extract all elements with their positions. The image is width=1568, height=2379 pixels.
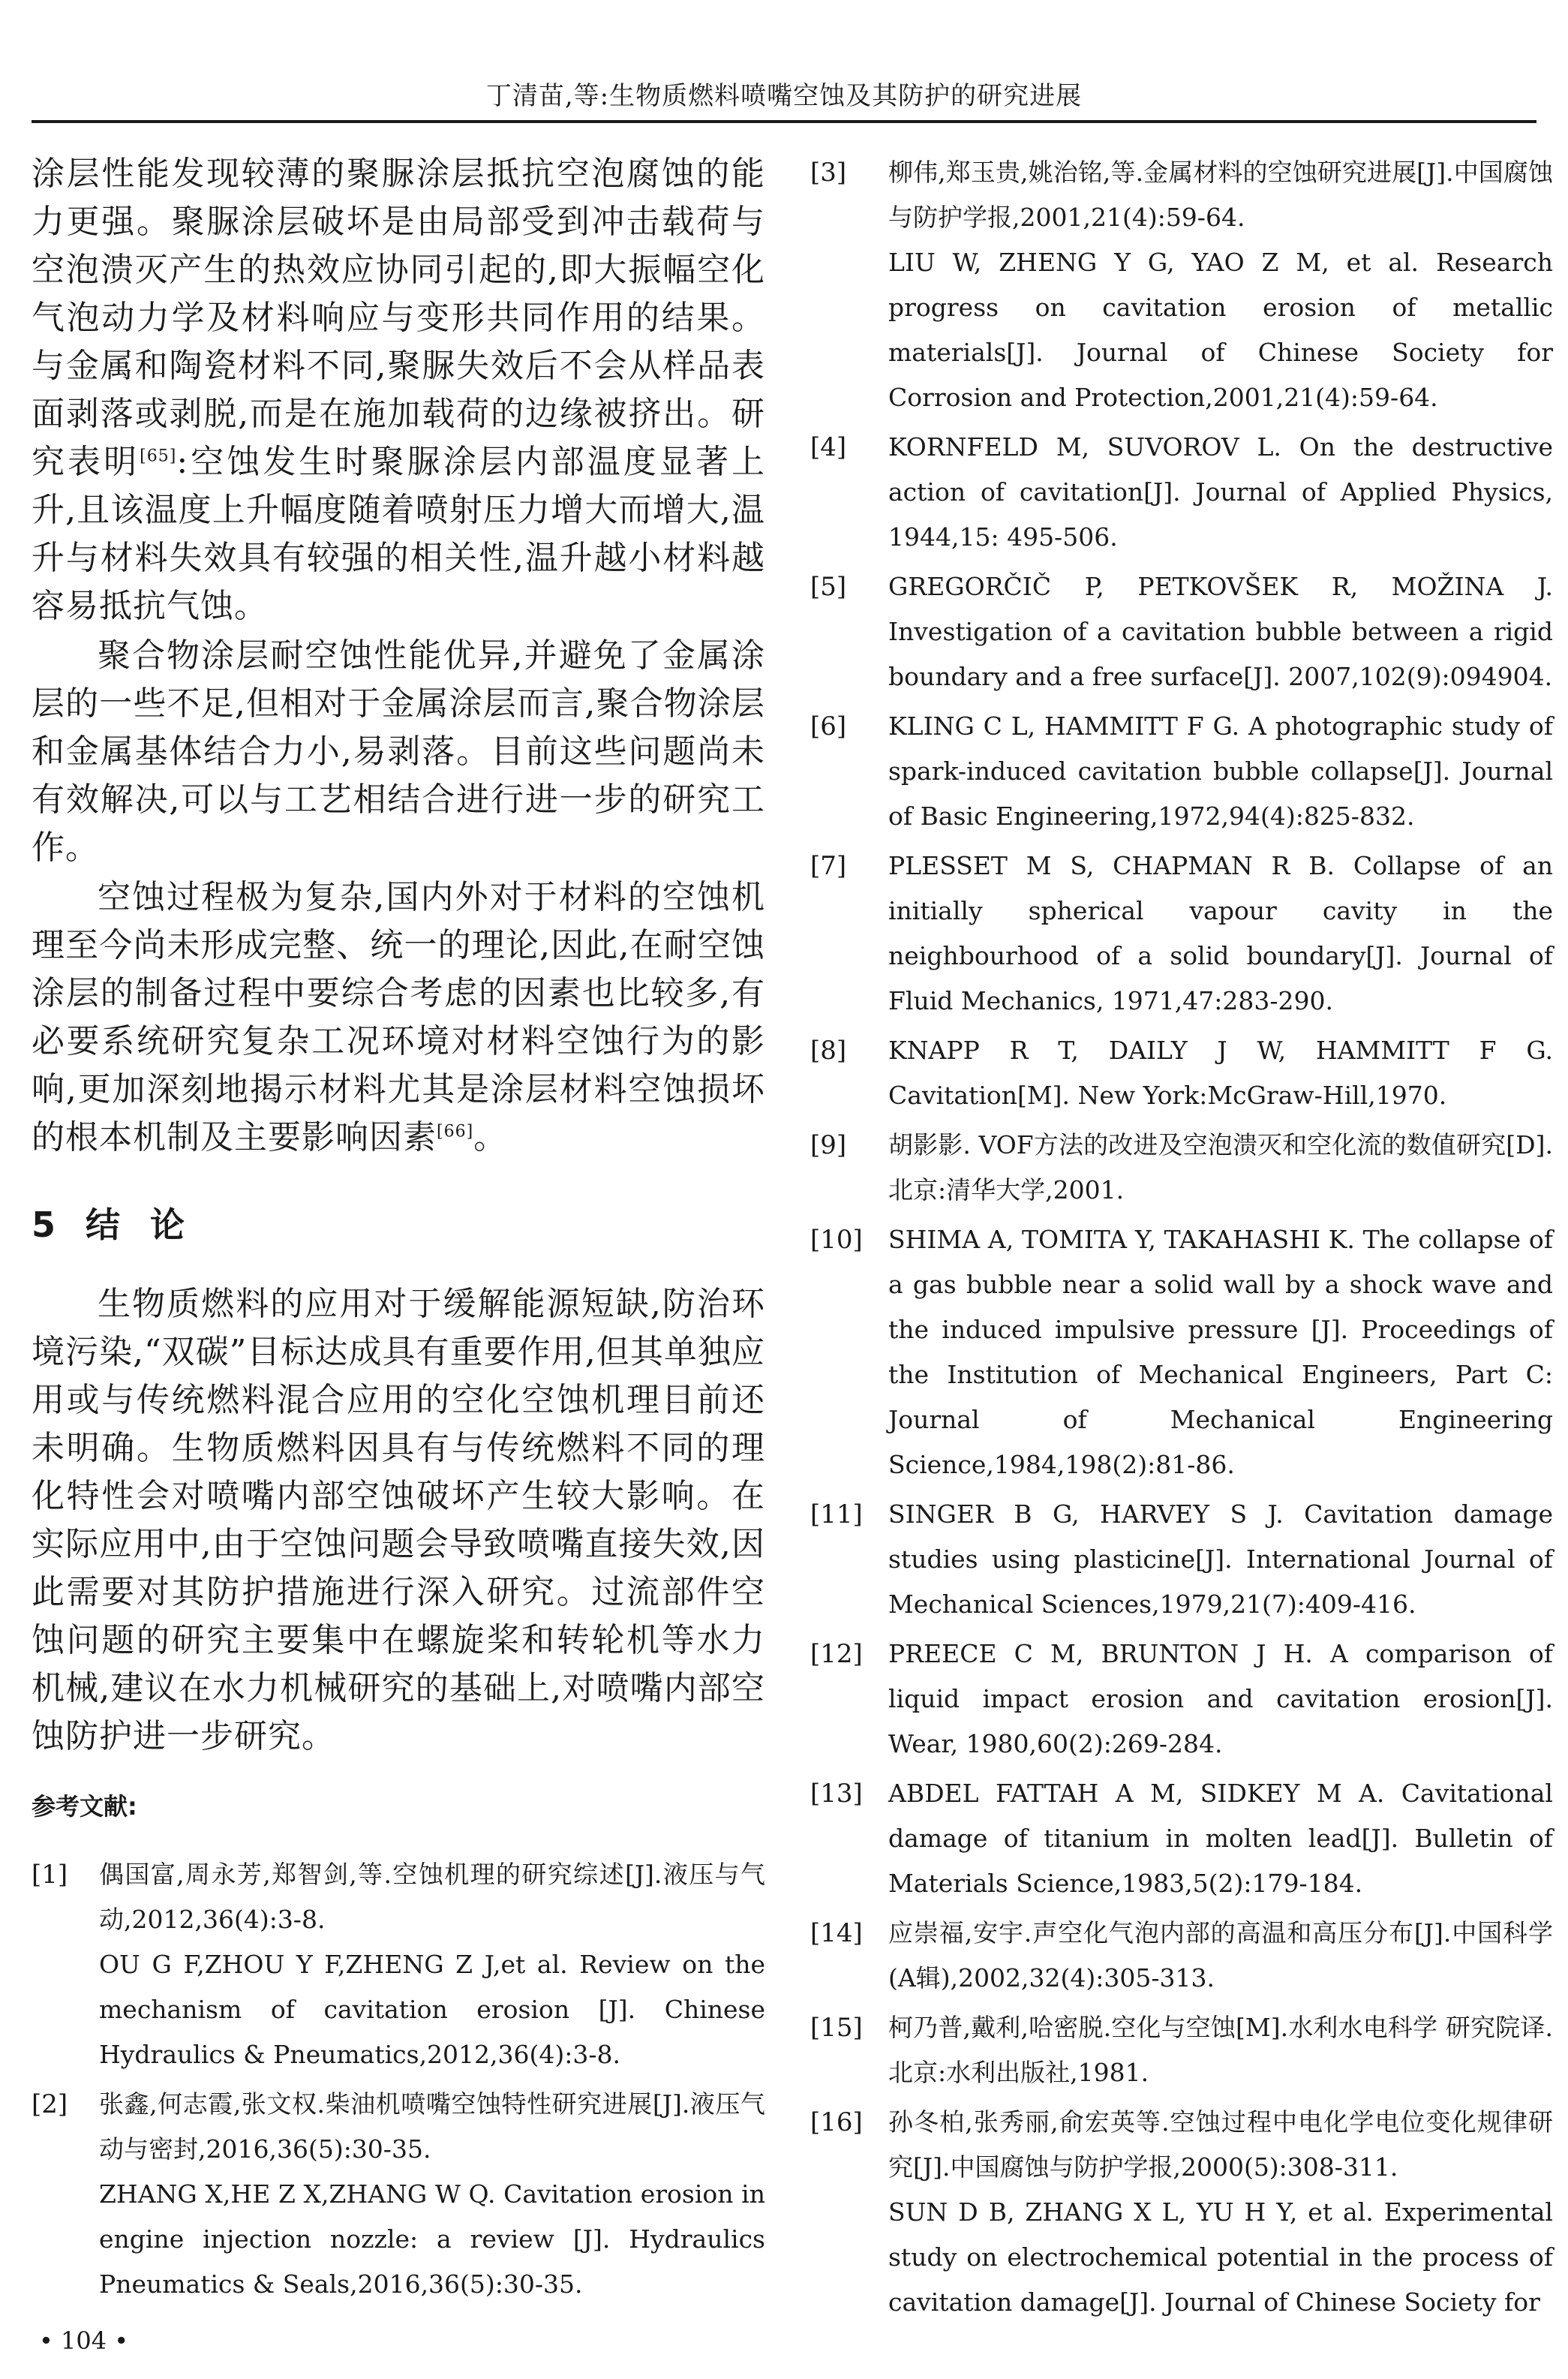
reference-line: KLING C L, HAMMITT F G. A photographic study of spark-induced cavitation bubble collapse[J]. Journal of Basic Engineering,1972,94(4):825-832.: [888, 711, 1553, 831]
body-paragraph: [32, 150, 765, 630]
page-number: • 104 •: [39, 2326, 129, 2355]
reference-number: [3]: [810, 158, 847, 188]
reference-number: [8]: [810, 1036, 847, 1066]
paragraph-text: 空蚀过程极为复杂,国内外对于材料的空蚀机理至今尚未形成完整、统一的理论,因此,在耐空蚀涂层的制备过程中要综合考虑的因素也比较多,有必要系统研究复杂工况环境对材料空蚀行为的影响,更加深刻地揭示材料尤其是涂层材料空蚀损坏的根本机制及主要影响因素: [32, 878, 765, 1156]
reference-number: [11]: [810, 1499, 863, 1529]
reference-line: 偶国富,周永芳,郑智剑,等.空蚀机理的研究综述[J].液压与气动,2012,36(4):3-8.: [99, 1860, 765, 1934]
body-paragraph: 聚合物涂层耐空蚀性能优异,并避免了金属涂层的一些不足,但相对于金属涂层而言,聚合物涂层和金属基体结合力小,易剥落。目前这些问题尚未有效解决,可以与工艺相结合进行进一步的研究工作。: [32, 636, 765, 867]
reference-number: [15]: [810, 2013, 863, 2043]
right-column: [810, 150, 1553, 2329]
reference-body: [888, 844, 1553, 1024]
reference-line: 应崇福,安宇.声空化气泡内部的高温和高压分布[J].中国科学(A辑),2002,32(4):305-313.: [888, 1918, 1553, 1993]
paragraph-text: 。: [473, 1118, 508, 1156]
reference-line: GREGORČIČ P, PETKOVŠEK R, MOŽINA J. Investigation of a cavitation bubble between a rigid boundary and a free surface[J]. 2007,102(9):094904.: [888, 572, 1553, 691]
reference-number: [12]: [810, 1639, 863, 1669]
reference-body: [888, 564, 1553, 699]
running-title: 丁清苗,等:生物质燃料喷嘴空蚀及其防护的研究进展: [485, 81, 1083, 111]
reference-line: OU G F,ZHOU Y F,ZHENG Z J,et al. Review on the mechanism of cavitation erosion [J]. Chinese Hydraulics & Pneumatics,2012,36(4):3-8.: [99, 1950, 765, 2069]
reference-line: 柳伟,郑玉贵,姚治铭,等.金属材料的空蚀研究进展[J].中国腐蚀与防护学报,2001,21(4):59-64.: [888, 158, 1553, 232]
reference-item: [810, 564, 1553, 699]
reference-line: SINGER B G, HARVEY S J. Cavitation damage studies using plasticine[J]. International Journal of Mechanical Sciences,1979,21(7):409-416.: [888, 1499, 1553, 1619]
reference-body: [888, 150, 1553, 420]
reference-item: [32, 2082, 765, 2307]
reference-line: SHIMA A, TOMITA Y, TAKAHASHI K. The collapse of a gas bubble near a solid wall by a shock wave and the induced impulsive pressure [J]. Proceedings of the Institution of Mechanical Engineers, Part C: Journal of Mechanical Engineering Science,1984,198(2):81-86.: [888, 1225, 1553, 1479]
reference-line: KORNFELD M, SUVOROV L. On the destructive action of cavitation[J]. Journal of Applied Physics, 1944,15: 495-506.: [888, 432, 1553, 552]
citation: [65]: [140, 447, 177, 466]
reference-body: [888, 704, 1553, 839]
reference-line: ABDEL FATTAH A M, SIDKEY M A. Cavitational damage of titanium in molten lead[J]. Bulletin of Materials Science,1983,5(2):179-184.: [888, 1779, 1553, 1898]
reference-body: [888, 1028, 1553, 1118]
reference-body: [888, 1911, 1553, 2001]
reference-line: SUN D B, ZHANG X L, YU H Y, et al. Experimental study on electrochemical potential in the process of cavitation damage[J]. Journal of Chinese Society for: [888, 2197, 1553, 2317]
reference-body: [888, 425, 1553, 560]
reference-body: [888, 1217, 1553, 1487]
reference-item: [810, 2100, 1553, 2325]
reference-item: [810, 1492, 1553, 1627]
reference-body: [99, 1852, 765, 2077]
reference-line: 孙冬柏,张秀丽,俞宏英等.空蚀过程中电化学电位变化规律研究[J].中国腐蚀与防护学报,2000(5):308-311.: [888, 2107, 1553, 2182]
left-column: [32, 150, 765, 2311]
reference-number: [9]: [810, 1130, 847, 1160]
conclusion-paragraph: 生物质燃料的应用对于缓解能源短缺,防治环境污染,“双碳”目标达成具有重要作用,但其单独应用或与传统燃料混合应用的空化空蚀机理目前还未明确。生物质燃料因具有与传统燃料不同的理化特性会对喷嘴内部空蚀破坏产生较大影响。在实际应用中,由于空蚀问题会导致喷嘴直接失效,因此需要对其防护措施进行深入研究。过流部件空蚀问题的研究主要集中在螺旋桨和转轮机等水力机械,建议在水力机械研究的基础上,对喷嘴内部空蚀防护进一步研究。: [32, 1285, 765, 1755]
reference-line: PLESSET M S, CHAPMAN R B. Collapse of an initially spherical vapour cavity in the neighbourhood of a solid boundary[J]. Journal of Fluid Mechanics, 1971,47:283-290.: [888, 851, 1553, 1015]
reference-line: PREECE C M, BRUNTON J H. A comparison of liquid impact erosion and cavitation erosion[J]. Wear, 1980,60(2):269-284.: [888, 1639, 1553, 1758]
reference-number: [14]: [810, 1918, 863, 1948]
reference-item: [810, 1632, 1553, 1767]
reference-number: [16]: [810, 2107, 863, 2137]
reference-item: [810, 704, 1553, 839]
reference-number: [13]: [810, 1779, 863, 1809]
reference-item: [810, 425, 1553, 560]
body-paragraph: [32, 874, 765, 1162]
reference-item: [810, 1771, 1553, 1906]
reference-line: 柯乃普,戴利,哈密脱.空化与空蚀[M].水利水电科学 研究院译.北京:水利出版社,1981.: [888, 2013, 1553, 2087]
reference-number: [7]: [810, 851, 847, 881]
reference-line: KNAPP R T, DAILY J W, HAMMITT F G. Cavitation[M]. New York:McGraw-Hill,1970.: [888, 1036, 1553, 1110]
references-title: 参考文献:: [32, 1792, 137, 1821]
reference-body: [888, 1123, 1553, 1213]
reference-number: [10]: [810, 1225, 863, 1255]
reference-item: [810, 150, 1553, 420]
reference-body: [888, 2100, 1553, 2325]
reference-line: 张鑫,何志霞,张文权.柴油机喷嘴空蚀特性研究进展[J].液压气动与密封,2016,36(5):30-35.: [99, 2089, 765, 2164]
paragraph-text: :空蚀发生时聚脲涂层内部温度显著上升,且该温度上升幅度随着喷射压力增大而增大,温升与材料失效具有较强的相关性,温升越小材料越容易抵抗气蚀。: [32, 443, 766, 625]
reference-line: ZHANG X,HE Z X,ZHANG W Q. Cavitation erosion in engine injection nozzle: a review [J]. Hydraulics Pneumatics & Seals,2016,36(5):30-35.: [99, 2179, 765, 2299]
reference-number: [4]: [810, 432, 847, 462]
reference-item: [32, 1852, 765, 2077]
reference-number: [1]: [32, 1860, 68, 1890]
reference-body: [888, 2005, 1553, 2095]
citation: [66]: [437, 1122, 474, 1141]
reference-body: [888, 1492, 1553, 1627]
header-rule: [32, 120, 1536, 123]
section-heading: 5 结 论: [32, 1205, 194, 1245]
reference-item: [810, 844, 1553, 1024]
reference-item: [810, 2005, 1553, 2095]
reference-item: [810, 1123, 1553, 1213]
reference-line: LIU W, ZHENG Y G, YAO Z M, et al. Research progress on cavitation erosion of metallic materials[J]. Journal of Chinese Society for Corrosion and Protection,2001,21(4):59-64.: [888, 248, 1553, 412]
reference-body: [99, 2082, 765, 2307]
reference-body: [888, 1771, 1553, 1906]
reference-number: [5]: [810, 572, 847, 602]
paragraph-text: 涂层性能发现较薄的聚脲涂层抵抗空泡腐蚀的能力更强。聚脲涂层破坏是由局部受到冲击载荷与空泡溃灭产生的热效应协同引起的,即大振幅空化气泡动力学及材料响应与变形共同作用的结果。与金属和陶瓷材料不同,聚脲失效后不会从样品表面剥落或剥脱,而是在施加载荷的边缘被挤出。研究表明: [32, 155, 765, 481]
reference-body: [888, 1632, 1553, 1767]
reference-item: [810, 1028, 1553, 1118]
reference-item: [810, 1217, 1553, 1487]
reference-number: [6]: [810, 711, 847, 741]
reference-line: 胡影影. VOF方法的改进及空泡溃灭和空化流的数值研究[D].北京:清华大学,2001.: [888, 1130, 1553, 1205]
reference-number: [2]: [32, 2089, 68, 2119]
reference-item: [810, 1911, 1553, 2001]
